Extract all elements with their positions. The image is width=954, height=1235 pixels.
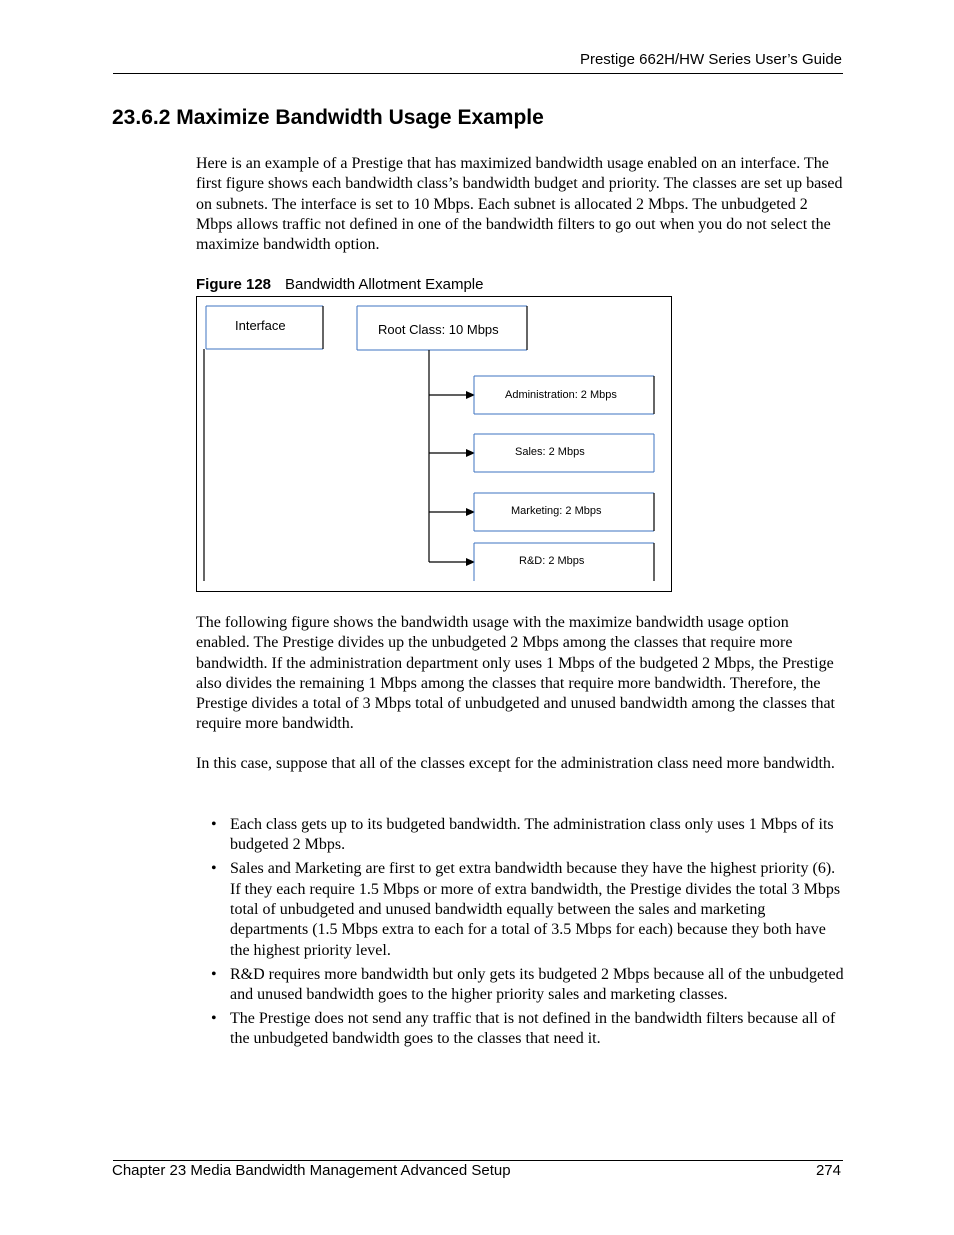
list-item-text: The Prestige does not send any traffic that is not defined in the bandwidth filters because all of the unbudgeted bandwidth goes to the classes that need it.: [230, 1010, 836, 1048]
paragraph-case: In this case, suppose that all of the classes except for the administration class need more bandwidth.: [196, 755, 835, 772]
section-heading: 23.6.2 Maximize Bandwidth Usage Example: [112, 106, 544, 129]
bullet-marker: •: [211, 965, 217, 983]
footer-rule: [113, 1160, 843, 1161]
bullet-marker: •: [211, 816, 217, 833]
list-item: [196, 859, 846, 960]
root-class-label: Root Class: 10 Mbps: [378, 322, 499, 337]
class-label-rnd: R&D: 2 Mbps: [519, 555, 585, 567]
class-label-marketing: Marketing: 2 Mbps: [511, 505, 602, 517]
bullet-list: [196, 815, 846, 1053]
figure-caption: [196, 276, 483, 293]
paragraph-maximize: The following figure shows the bandwidth usage with the maximize bandwidth usage option enabled. The Prestige divides up the unbudgeted 2 Mbps among the classes that require more bandwidth. If the administration department only uses 1 Mbps of the budgeted 2 Mbps, the Prestige also divides the remaining 1 Mbps among the classes that require more bandwidth. Therefore, the Prestige divides a total of 3 Mbps total of unbudgeted and unused bandwidth among the classes that require more bandwidth.: [196, 614, 835, 733]
bullet-marker: •: [211, 1010, 217, 1028]
bullet-marker: •: [211, 860, 217, 878]
header-rule: [113, 73, 843, 74]
figure-title: Bandwidth Allotment Example: [285, 276, 484, 293]
list-item: [196, 815, 846, 856]
footer-chapter: Chapter 23 Media Bandwidth Management Advanced Setup: [112, 1162, 511, 1179]
list-item-text: Each class gets up to its budgeted bandwidth. The administration class only uses 1 Mbps of its budgeted 2 Mbps.: [230, 816, 834, 854]
class-label-sales: Sales: 2 Mbps: [515, 446, 585, 458]
list-item: [196, 1009, 846, 1050]
page-number: 274: [815, 1162, 841, 1179]
list-item: [196, 965, 846, 1006]
bandwidth-allotment-diagram: [196, 296, 672, 592]
running-header: Prestige 662H/HW Series User’s Guide: [579, 51, 842, 68]
paragraph-intro: Here is an example of a Prestige that has maximized bandwidth usage enabled on an interface. The first figure shows each bandwidth class’s bandwidth budget and priority. The classes are set up based on subnets. The interface is set to 10 Mbps. Each subnet is allocated 2 Mbps. The unbudgeted 2 Mbps allows traffic not defined in one of the bandwidth filters to go out when you do not select the maximize bandwidth option.: [196, 155, 843, 254]
class-label-administration: Administration: 2 Mbps: [505, 389, 617, 401]
list-item-text: R&D requires more bandwidth but only gets its budgeted 2 Mbps because all of the unbudgeted and unused bandwidth goes to the higher priority sales and marketing classes.: [230, 965, 844, 1003]
diagram-graphics: [197, 297, 673, 593]
list-item-text: Sales and Marketing are first to get extra bandwidth because they have the highest priority (6). If they each require 1.5 Mbps or more of extra bandwidth, the Prestige divides the total 3 Mbps total of unbudgeted and unused bandwidth equally between the sales and marketing departments (1.5 Mbps extra to each for a total of 3.5 Mbps for each) because they both have the highest priority level.: [230, 860, 841, 959]
interface-label: Interface: [235, 318, 286, 333]
figure-number: Figure 128: [196, 276, 272, 293]
